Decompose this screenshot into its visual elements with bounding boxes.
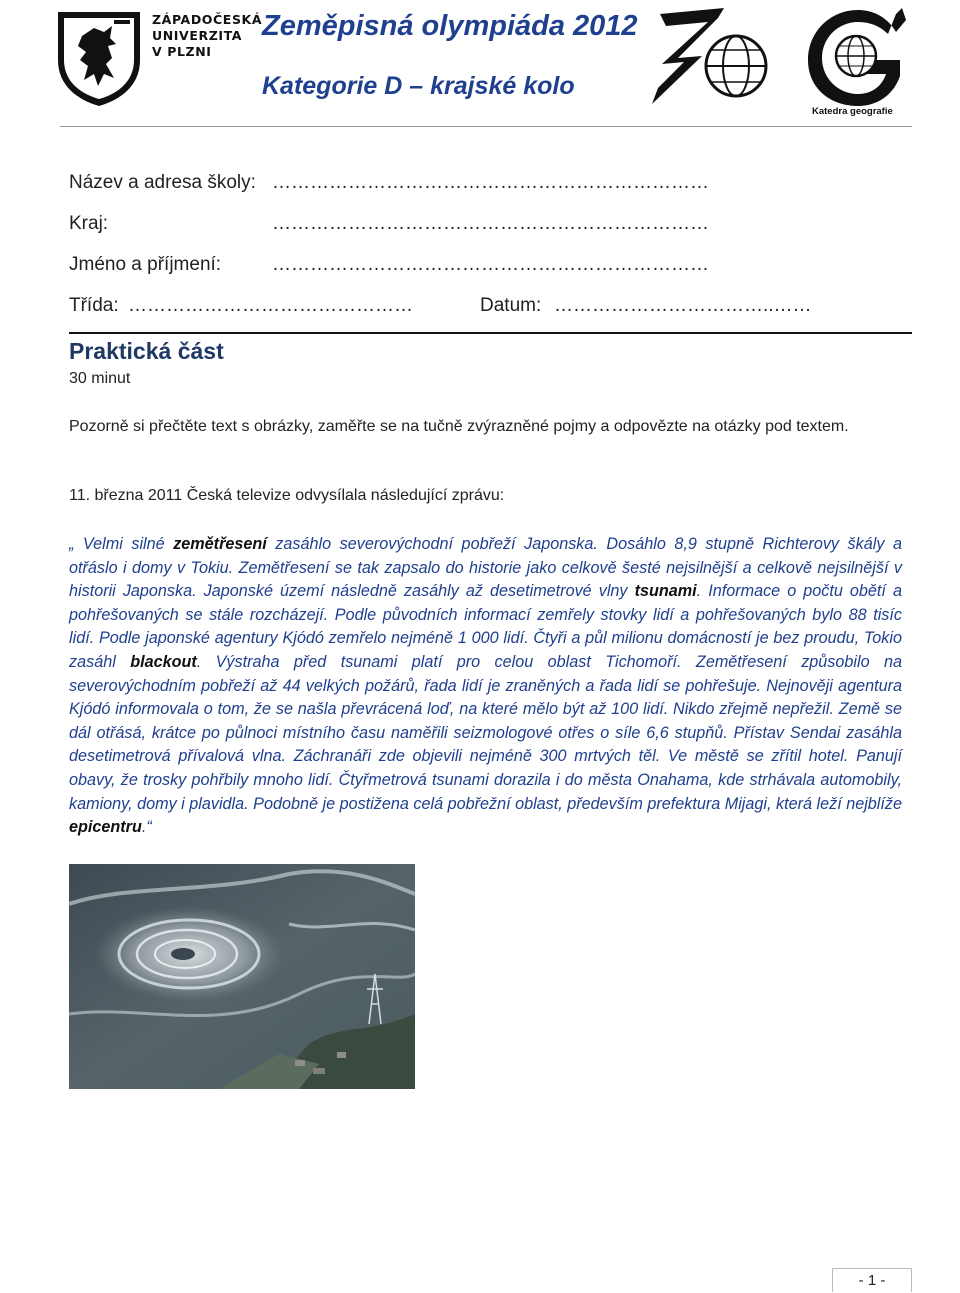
school-label: Název a adresa školy: <box>69 172 256 193</box>
header-divider <box>60 126 912 127</box>
olympiad-logo-icon <box>648 4 772 108</box>
quote-part3: . Informace o počtu obětí a pohřešovaných se stále rozcházejí. Podle původních informací zemřely stovky lidí a pohřešovaných bylo 88 tisíc lidí. Podle japonské agentury Kjódó zemřelo nejméně 1 000 lidí. Čtyři a půl milionu domácností je bez proudu, Tokio zasáhl <box>69 582 902 671</box>
page-header <box>0 0 960 128</box>
university-crest-icon <box>54 8 144 108</box>
olympiad-subtitle: Kategorie D – krajské kolo <box>262 72 575 100</box>
section-divider <box>69 332 912 334</box>
department-name: Katedra geografie <box>812 106 893 117</box>
name-field[interactable]: …………………………………………………………… <box>272 254 709 275</box>
news-quote <box>69 533 902 840</box>
tsunami-whirlpool-photo <box>69 864 415 1089</box>
region-label: Kraj: <box>69 213 109 234</box>
intro-text: 11. března 2011 Česká televize odvysílala následující zprávu: <box>69 487 505 504</box>
class-label: Třída: <box>69 295 119 316</box>
school-field[interactable]: …………………………………………………………… <box>272 172 709 193</box>
date-field[interactable]: ……………………………..…… <box>554 295 812 316</box>
instructions-text: Pozorně si přečtěte text s obrázky, zaměřte se na tučně zvýrazněné pojmy a odpovězte na otázky pod textem. <box>69 418 849 435</box>
olympiad-title: Zeměpisná olympiáda 2012 <box>262 10 638 42</box>
geography-department-logo-icon <box>802 4 910 120</box>
quote-part2: zasáhlo severovýchodní pobřeží Japonska. Dosáhlo 8,9 stupně Richterovy škály a otřáslo i domy v Tokiu. Zemětřesení se tak zapsalo do historie jako celkově šesté nejsilnější a celkově nejsilnější v historii Japonska. Japonské území následně zasáhly až desetimetrové vlny <box>69 535 902 601</box>
section-duration: 30 minut <box>69 370 131 387</box>
university-name: ZÁPADOČESKÁ UNIVERZITA V PLZNI <box>152 12 263 59</box>
term-epicenter: epicentru <box>69 818 142 837</box>
page-number: - 1 - <box>832 1268 912 1292</box>
term-earthquake: zemětřesení <box>173 535 267 553</box>
quote-part4: . Výstraha před tsunami platí pro celou oblast Tichomoří. Zemětřesení způsobilo na severovýchodním pobřeží až 44 velkých požárů, řada lidí je zraněných a řada lidí se pohřešuje. Nejnověji agentura Kjódó informovala o tom, že se našla převrácená loď, na které mělo být až 100 lidí. Nikdo zřejmě nepřežil. Země se dál otřásá, krátce po půlnoci místního času naměřili seizmologové otřes o síle 6,6 stupňů. Přístav Sendai zasáhla desetimetrová přívalová vlna. Záchranáři zde objevili nejméně 300 mrtvých těl. Ve městě se zřítil hotel. Panují obavy, že trosky pohřbily mnoho lidí. Čtyřmetrová tsunami dorazila i do města Onahama, kde strhávala automobily, kamiony, domy i plavidla. Podobně je postižena celá pobřežní oblast, především prefektura Mijagi, která leží nejblíže <box>69 652 902 813</box>
section-title: Praktická část <box>69 338 224 364</box>
name-label: Jméno a příjmení: <box>69 254 222 275</box>
term-blackout: blackout <box>130 652 197 671</box>
quote-open: „ Velmi silné <box>69 535 174 553</box>
term-tsunami: tsunami <box>634 582 697 601</box>
region-field[interactable]: …………………………………………………………… <box>272 213 709 234</box>
quote-close: .“ <box>141 818 152 837</box>
date-label: Datum: <box>480 295 542 316</box>
class-field[interactable]: ……………………………………… <box>128 295 413 316</box>
